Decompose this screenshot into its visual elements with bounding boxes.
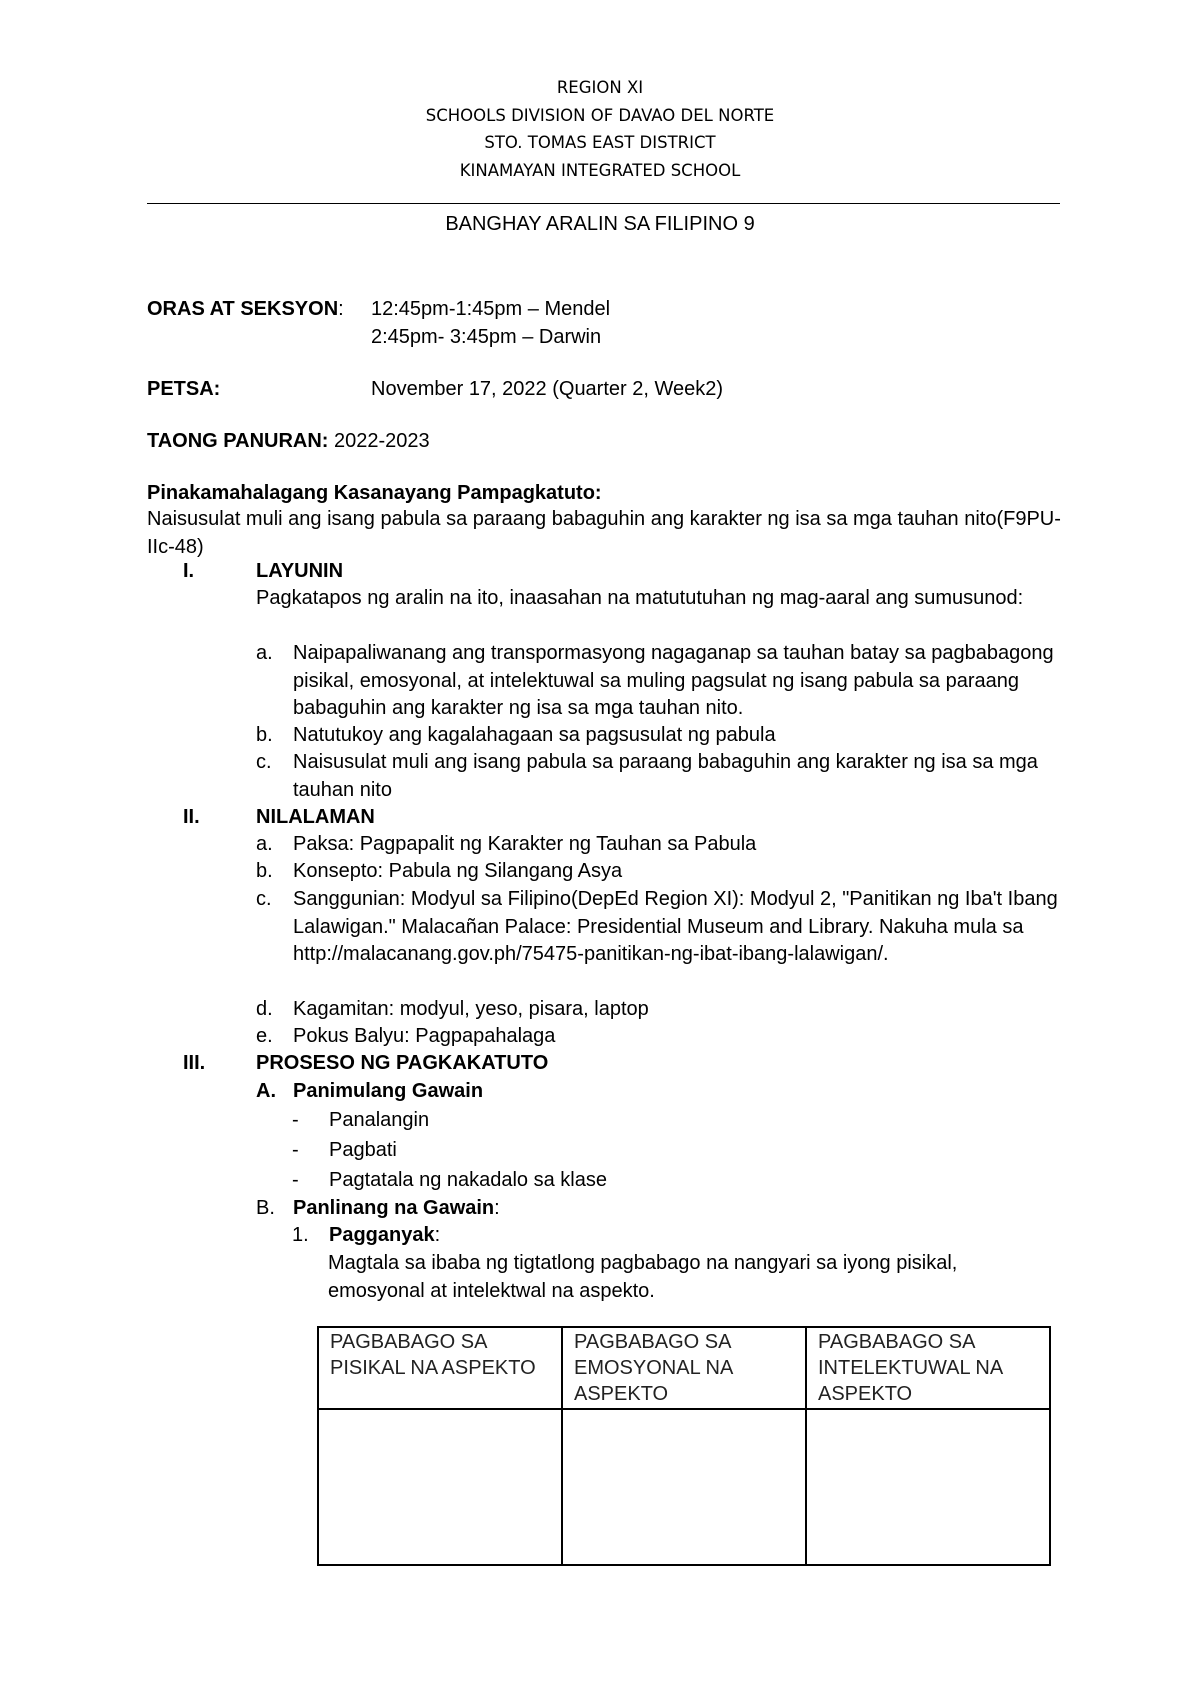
section-2-number: II. — [183, 806, 200, 828]
section-3-title: PROSESO NG PAGKAKATUTO — [256, 1052, 549, 1074]
list-item — [292, 1167, 1012, 1195]
taon-label: TAONG PANURAN: — [147, 430, 329, 452]
oras-colon: : — [338, 298, 344, 320]
table-cell-empty — [318, 1409, 562, 1565]
list-text: Sanggunian: Modyul sa Filipino(DepEd Region XI): Modyul 2, "Panitikan ng Iba't Ibang Lalawigan." Malacañan Palace: Presidential Museum and Library. Nakuha mula sa http://malacanang.gov.ph/75475-panitikan-ng-ibat-ibang-lalawigan/. — [293, 888, 1058, 965]
table-header-cell: PAGBABAGO SA PISIKAL NA ASPEKTO — [318, 1327, 562, 1409]
list-marker: a. — [256, 833, 273, 855]
oras-value-1: 12:45pm-1:45pm – Mendel — [371, 298, 611, 320]
header-division: SCHOOLS DIVISION OF DAVAO DEL NORTE — [425, 105, 775, 125]
list-item — [256, 886, 1066, 969]
step-1-colon: : — [434, 1224, 441, 1246]
list-text: Panalangin — [329, 1109, 430, 1131]
dash-marker: - — [292, 1139, 299, 1161]
list-item — [256, 640, 1066, 723]
subsection-b-marker: B. — [256, 1197, 275, 1219]
list-item — [256, 858, 1066, 886]
list-item — [292, 1107, 1012, 1135]
list-marker: c. — [256, 751, 272, 773]
list-text: Pokus Balyu: Pagpapahalaga — [293, 1025, 556, 1047]
subsection-b-colon: : — [494, 1197, 500, 1219]
list-marker: a. — [256, 642, 273, 664]
table-row — [318, 1409, 1050, 1565]
list-text: Naipapaliwanang ang transpormasyong nagaganap sa tauhan batay sa pagbabagong pisikal, emosyonal, at intelektuwal sa muling pagsulat ng isang pabula sa paraang babaguhin ang karakter ng isa sa mga tauhan nito. — [293, 642, 1054, 719]
list-marker: b. — [256, 724, 273, 746]
header-school: KINAMAYAN INTEGRATED SCHOOL — [459, 160, 741, 180]
section-3-number: III. — [183, 1052, 206, 1074]
list-item — [256, 831, 1066, 859]
section-1-title: LAYUNIN — [256, 560, 344, 582]
section-1-number: I. — [183, 560, 195, 582]
table-cell-empty — [806, 1409, 1050, 1565]
list-text: Naisusulat muli ang isang pabula sa paraang babaguhin ang karakter ng isa sa mga tauhan nito — [293, 751, 1038, 801]
list-item — [256, 1023, 1066, 1051]
section-2-title: NILALAMAN — [256, 806, 375, 828]
list-marker: d. — [256, 998, 273, 1020]
petsa-label: PETSA: — [147, 378, 221, 400]
competency-text: Naisusulat muli ang isang pabula sa paraang babaguhin ang karakter ng isa sa mga tauhan nito(F9PU-IIc-48) — [147, 508, 1061, 558]
table-header-cell: PAGBABAGO SA EMOSYONAL NA ASPEKTO — [562, 1327, 806, 1409]
petsa-row — [147, 376, 220, 404]
list-text: Pagtatala ng nakadalo sa klase — [329, 1169, 607, 1191]
dash-marker: - — [292, 1109, 299, 1131]
oras-label: ORAS AT SEKSYON — [147, 298, 339, 320]
list-item — [256, 722, 1066, 750]
document-title: BANGHAY ARALIN SA FILIPINO 9 — [445, 213, 755, 235]
list-item — [256, 749, 1066, 804]
subsection-a-marker: A. — [256, 1080, 276, 1102]
list-text: Pagbati — [329, 1139, 397, 1161]
table-header-row — [318, 1327, 1050, 1409]
list-text: Paksa: Pagpapalit ng Karakter ng Tauhan sa Pabula — [293, 833, 757, 855]
step-1-marker: 1. — [292, 1224, 309, 1246]
list-marker: e. — [256, 1025, 273, 1047]
competency-heading: Pinakamahalagang Kasanayang Pampagkatuto: — [147, 482, 602, 504]
header-district: STO. TOMAS EAST DISTRICT — [484, 133, 716, 152]
subsection-b — [256, 1195, 1066, 1223]
list-text: Konsepto: Pabula ng Silangang Asya — [293, 860, 623, 882]
dash-marker: - — [292, 1169, 299, 1191]
header-region: REGION XI — [556, 78, 644, 97]
table-header-cell: PAGBABAGO SA INTELEKTUWAL NA ASPEKTO — [806, 1327, 1050, 1409]
subsection-a — [256, 1078, 1066, 1106]
step-1-title: Pagganyak — [329, 1224, 435, 1246]
taon-row — [147, 428, 430, 456]
school-header — [0, 74, 1200, 184]
petsa-value: November 17, 2022 (Quarter 2, Week2) — [371, 378, 724, 400]
subsection-a-title: Panimulang Gawain — [293, 1080, 484, 1102]
header-divider — [147, 203, 1060, 204]
list-text: Kagamitan: modyul, yeso, pisara, laptop — [293, 998, 649, 1020]
section-1-intro: Pagkatapos ng aralin na ito, inaasahan na matututuhan ng mag-aaral ang sumusunod: — [256, 587, 1024, 609]
aspect-table — [317, 1326, 1051, 1566]
oras-row — [147, 296, 344, 324]
oras-value-2: 2:45pm- 3:45pm – Darwin — [371, 326, 602, 348]
table-cell-empty — [562, 1409, 806, 1565]
list-text: Natutukoy ang kagalahagaan sa pagsusulat ng pabula — [293, 724, 776, 746]
list-marker: c. — [256, 888, 272, 910]
list-marker: b. — [256, 860, 273, 882]
subsection-b-title: Panlinang na Gawain — [293, 1197, 495, 1219]
step-1-text: Magtala sa ibaba ng tigtatlong pagbabago na nangyari sa iyong pisikal, emosyonal at intelektwal na aspekto. — [328, 1252, 958, 1302]
list-item — [256, 996, 1066, 1024]
taon-value: 2022-2023 — [334, 430, 430, 452]
step-1 — [292, 1222, 1012, 1250]
list-item — [292, 1137, 1012, 1165]
